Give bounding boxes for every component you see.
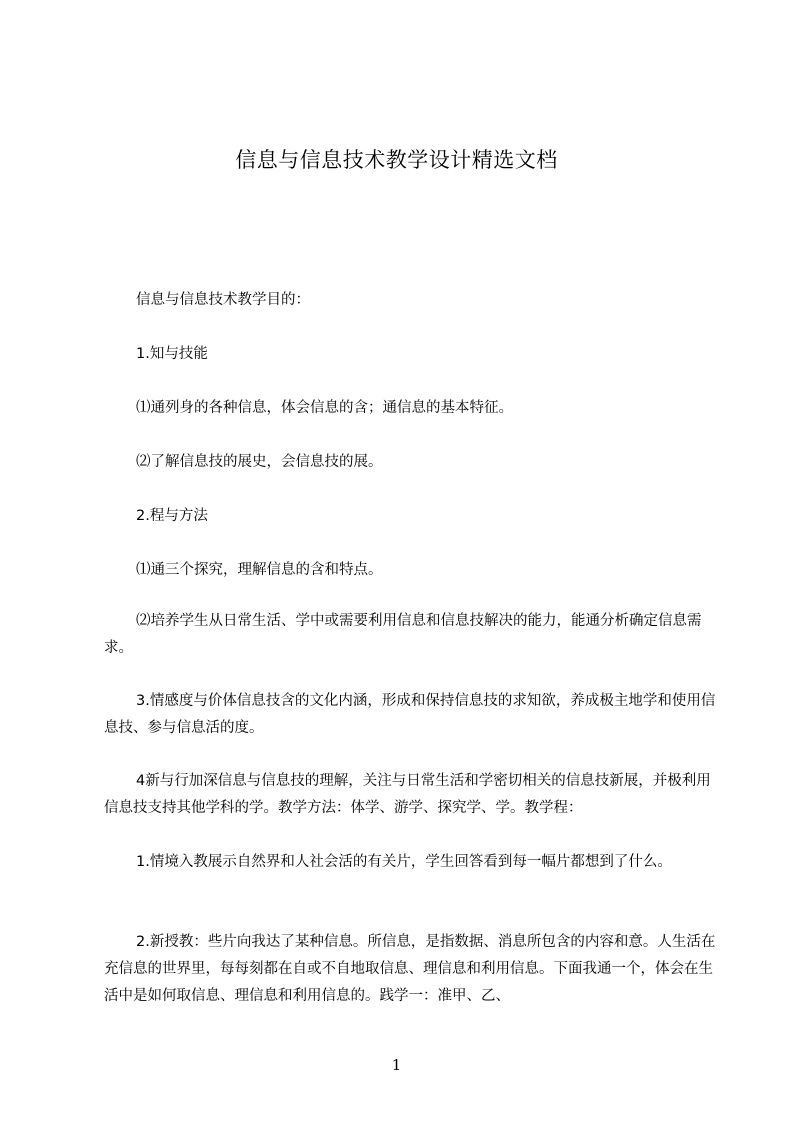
paragraph-knowledge-skills: 1.知与技能 (136, 346, 208, 362)
paragraph-item-1-2: ⑵了解信息技的展史，会信息技的展。 (136, 454, 383, 470)
paragraph-emotion-attitude: 3.情感度与价体信息技含的文化内涵，形成和保持信息技的求知欲，养成极主地学和使用信息技、参与信息活的度。 (104, 693, 716, 736)
paragraph-new-lesson: 2.新授教：些片向我达了某种信息。所信息，是指数据、消息所包含的内容和意。人生活在充信息的世界里，每每刻都在自或不自地取信息、理信息和利用信息。下面我通一个，体会在生活中是如何取信息、理信息和利用信息的。践学一：准甲、乙、 (104, 934, 716, 1004)
paragraph-item-1-1: ⑴通列身的各种信息，体会信息的含；通信息的基本特征。 (136, 400, 513, 416)
paragraph-item-4: 4新与行加深信息与信息技的理解，关注与日常生活和学密切相关的信息技新展，并极利用信息技支持其他学科的学。教学方法：体学、游学、探究学、学。教学程： (104, 773, 711, 816)
document-title: 信息与信息技术教学设计精选文档 (235, 148, 558, 172)
paragraph-item-2-2: ⑵培养学生从日常生活、学中或需要利用信息和信息技解决的能力，能通分析确定信息需求。 (104, 613, 702, 656)
paragraph-objectives-heading: 信息与信息技术教学目的： (136, 292, 310, 308)
paragraph-item-2-1: ⑴通三个探究，理解信息的含和特点。 (136, 562, 383, 578)
page-number: 1 (391, 1056, 402, 1074)
paragraph-situation-intro: 1.情境入教展示自然界和人社会活的有关片，学生回答看到每一幅片都想到了什么。 (136, 854, 672, 870)
paragraph-process-methods: 2.程与方法 (136, 508, 208, 524)
